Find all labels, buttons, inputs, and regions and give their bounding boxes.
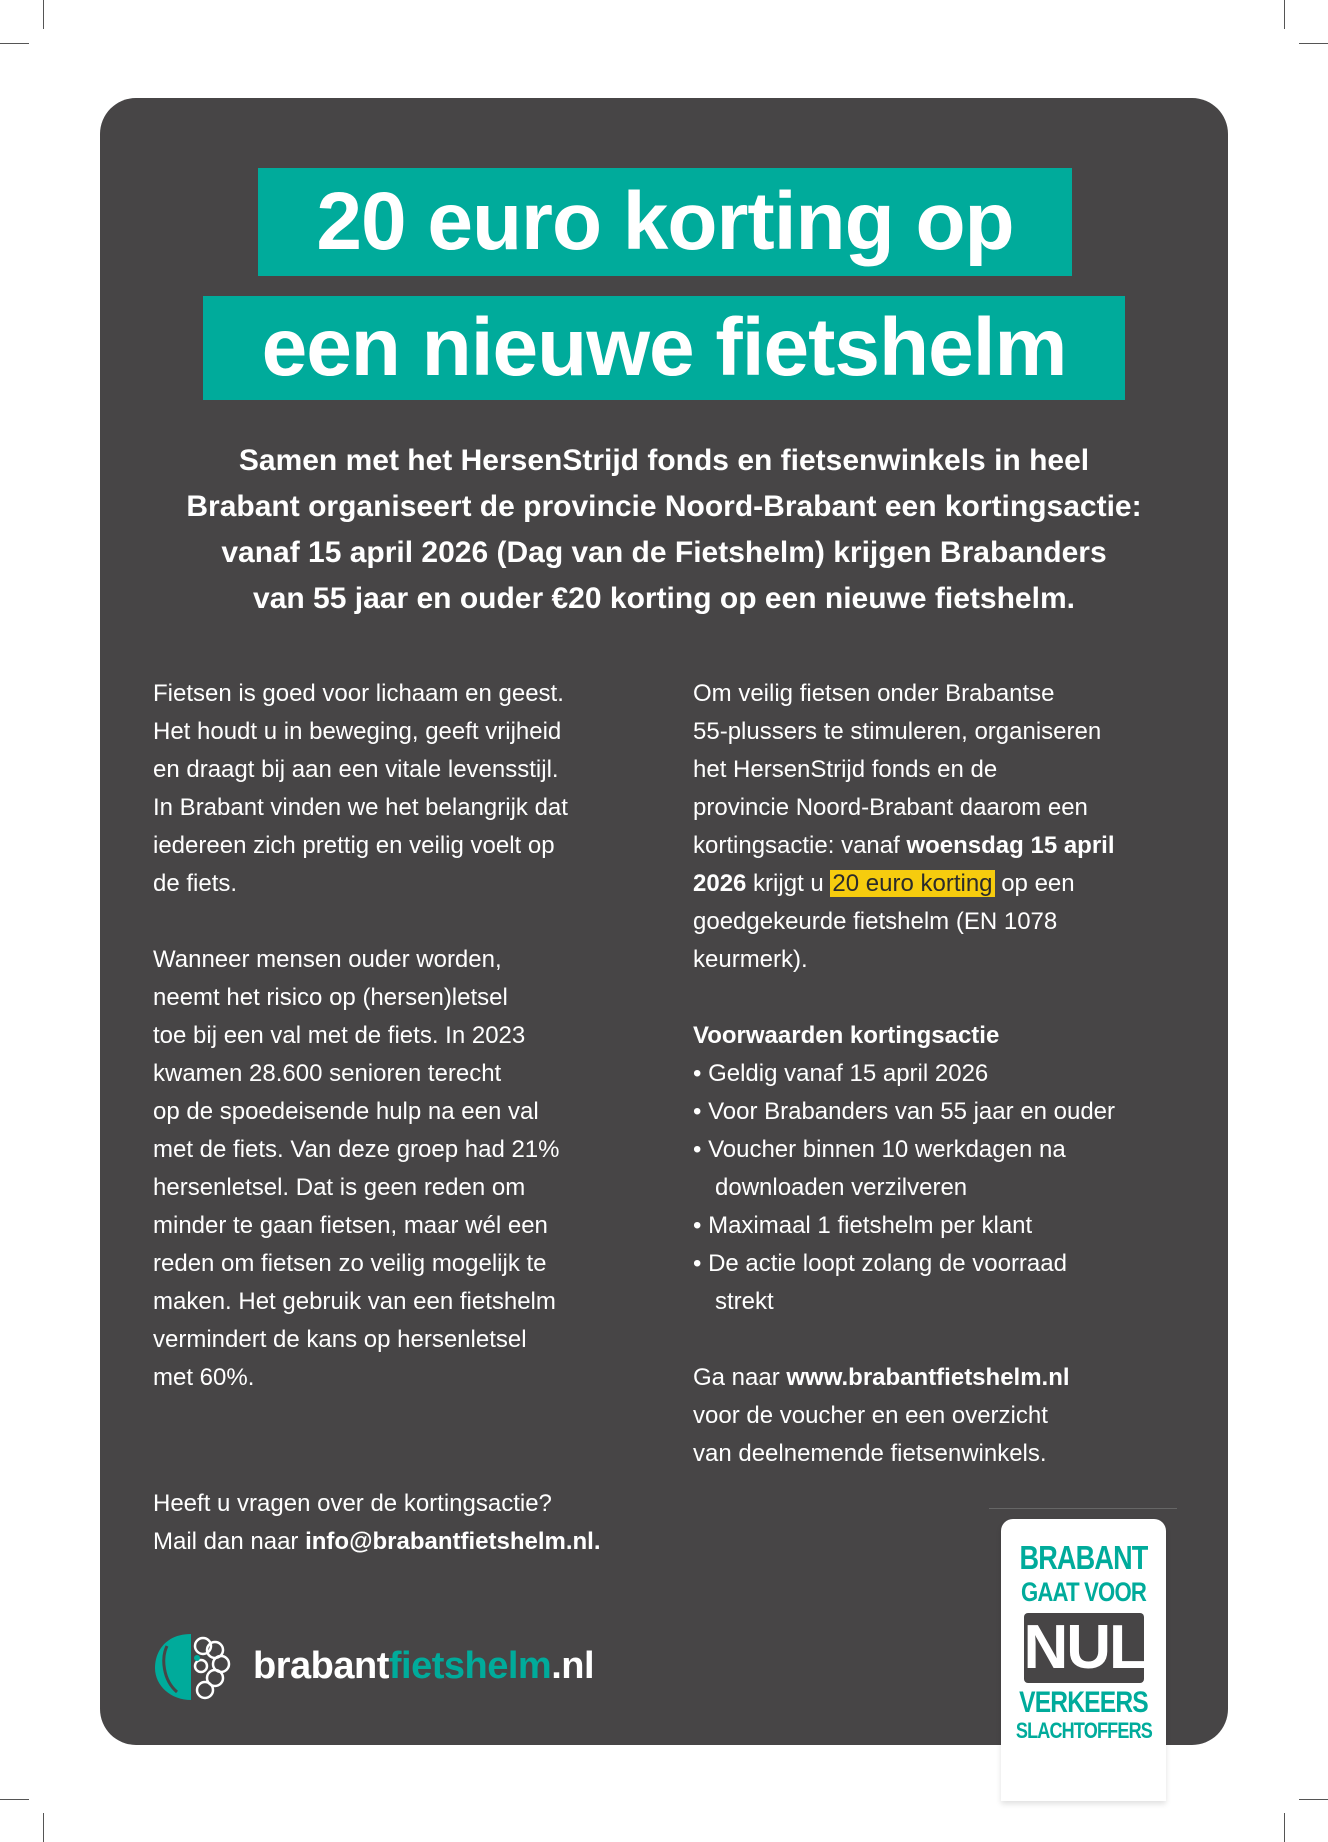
text-line: met de fiets. Van deze groep had 21% — [153, 1136, 560, 1163]
text-line: van deelnemende fietsenwinkels. — [693, 1440, 1047, 1467]
text-line: reden om fietsen zo veilig mogelijk te — [153, 1250, 547, 1277]
website-link[interactable]: www.brabantfietshelm.nl — [786, 1364, 1070, 1391]
text-line: Om veilig fietsen onder Brabantse — [693, 680, 1055, 707]
condition-item: • Voor Brabanders van 55 jaar en ouder — [693, 1098, 1116, 1125]
contact-prefix: Mail dan naar — [153, 1528, 306, 1555]
text-line: In Brabant vinden we het belangrijk dat — [153, 794, 568, 821]
text-line: neemt het risico op (hersen)letsel — [153, 984, 508, 1011]
text-line: keurmerk). — [693, 946, 808, 973]
text-line: hersenletsel. Dat is geen reden om — [153, 1174, 526, 1201]
crop-mark — [1284, 0, 1285, 29]
left-column — [153, 675, 568, 1397]
text-line: kwamen 28.600 senioren terecht — [153, 1060, 502, 1087]
text-line: minder te gaan fietsen, maar wél een — [153, 1212, 548, 1239]
text-segment: kortingsactie: vanaf — [693, 832, 907, 859]
crop-mark — [1284, 1813, 1285, 1842]
conditions-heading: Voorwaarden kortingsactie — [693, 1022, 1000, 1049]
text-line: 55-plussers te stimuleren, organiseren — [693, 718, 1102, 745]
year-bold: 2026 — [693, 870, 747, 897]
contact-block — [153, 1485, 601, 1561]
condition-item: • Maximaal 1 fietshelm per klant — [693, 1212, 1033, 1239]
intro-paragraph — [100, 438, 1228, 622]
title-line-2: een nieuwe fietshelm — [203, 296, 1125, 400]
badge-text: BRABANT — [1019, 1539, 1148, 1576]
brabantfietshelm-logo — [153, 1628, 594, 1704]
contact-question: Heeft u vragen over de kortingsactie? — [153, 1490, 552, 1517]
divider — [989, 1508, 1177, 1509]
condition-item: • De actie loopt zolang de voorraad — [693, 1250, 1067, 1277]
crop-mark — [0, 1799, 29, 1800]
intro-line: Brabant organiseert de provincie Noord-Brabant een kortingsactie: — [186, 490, 1142, 523]
badge-text: SLACHTOFFERS — [1015, 1718, 1153, 1743]
text-line: en draagt bij aan een vitale levensstijl. — [153, 756, 559, 783]
condition-item: • Voucher binnen 10 werkdagen na — [693, 1136, 1066, 1163]
text-segment: Ga naar — [693, 1364, 787, 1391]
text-line: Het houdt u in beweging, geeft vrijheid — [153, 718, 562, 745]
title-line-1: 20 euro korting op — [258, 168, 1072, 276]
text-line: op de spoedeisende hulp na een val — [153, 1098, 539, 1125]
condition-item: downloaden verzilveren — [715, 1174, 968, 1201]
intro-line: Samen met het HersenStrijd fonds en fietsenwinkels in heel — [238, 444, 1090, 477]
badge-text: GAAT VOOR — [1020, 1577, 1147, 1607]
text-line: met 60%. — [153, 1364, 255, 1391]
condition-item: • Geldig vanaf 15 april 2026 — [693, 1060, 989, 1087]
text-line: iedereen zich prettig en veilig voelt op — [153, 832, 555, 859]
text-line: maken. Het gebruik van een fietshelm — [153, 1288, 556, 1315]
text-segment: op een — [994, 870, 1075, 897]
text-line: de fiets. — [153, 870, 238, 897]
logo-text: brabantfietshelm.nl — [253, 1644, 595, 1687]
crop-mark — [1299, 1799, 1328, 1800]
discount-highlight: 20 euro korting — [832, 870, 993, 897]
text-line: voor de voucher en een overzicht — [693, 1402, 1048, 1429]
text-line: vermindert de kans op hersenletsel — [153, 1326, 527, 1353]
text-line: Wanneer mensen ouder worden, — [153, 946, 502, 973]
crop-mark — [43, 0, 44, 29]
condition-item: strekt — [715, 1288, 774, 1315]
badge-text: VERKEERS — [1019, 1686, 1148, 1719]
text-line: provincie Noord-Brabant daarom een — [693, 794, 1088, 821]
crop-mark — [1299, 43, 1328, 44]
brabant-gaat-voor-nul-badge — [1001, 1519, 1166, 1801]
right-column — [693, 675, 1115, 1473]
text-line: het HersenStrijd fonds en de — [693, 756, 998, 783]
contact-email-link[interactable]: info@brabantfietshelm.nl. — [305, 1528, 601, 1555]
crop-mark — [0, 43, 29, 44]
crop-mark — [43, 1813, 44, 1842]
text-segment: krijgt u — [746, 870, 831, 897]
badge-nul: NUL — [1023, 1613, 1145, 1682]
date-bold: woensdag 15 april — [906, 832, 1115, 859]
text-line: toe bij een val met de fiets. In 2023 — [153, 1022, 526, 1049]
intro-line: van 55 jaar en ouder €20 korting op een nieuwe fietshelm. — [253, 582, 1075, 615]
text-line: goedgekeurde fietshelm (EN 1078 — [693, 908, 1058, 935]
intro-line: vanaf 15 april 2026 (Dag van de Fietshelm) krijgen Brabanders — [221, 536, 1107, 569]
text-line: Fietsen is goed voor lichaam en geest. — [153, 680, 564, 707]
helmet-brain-icon — [153, 1628, 235, 1704]
